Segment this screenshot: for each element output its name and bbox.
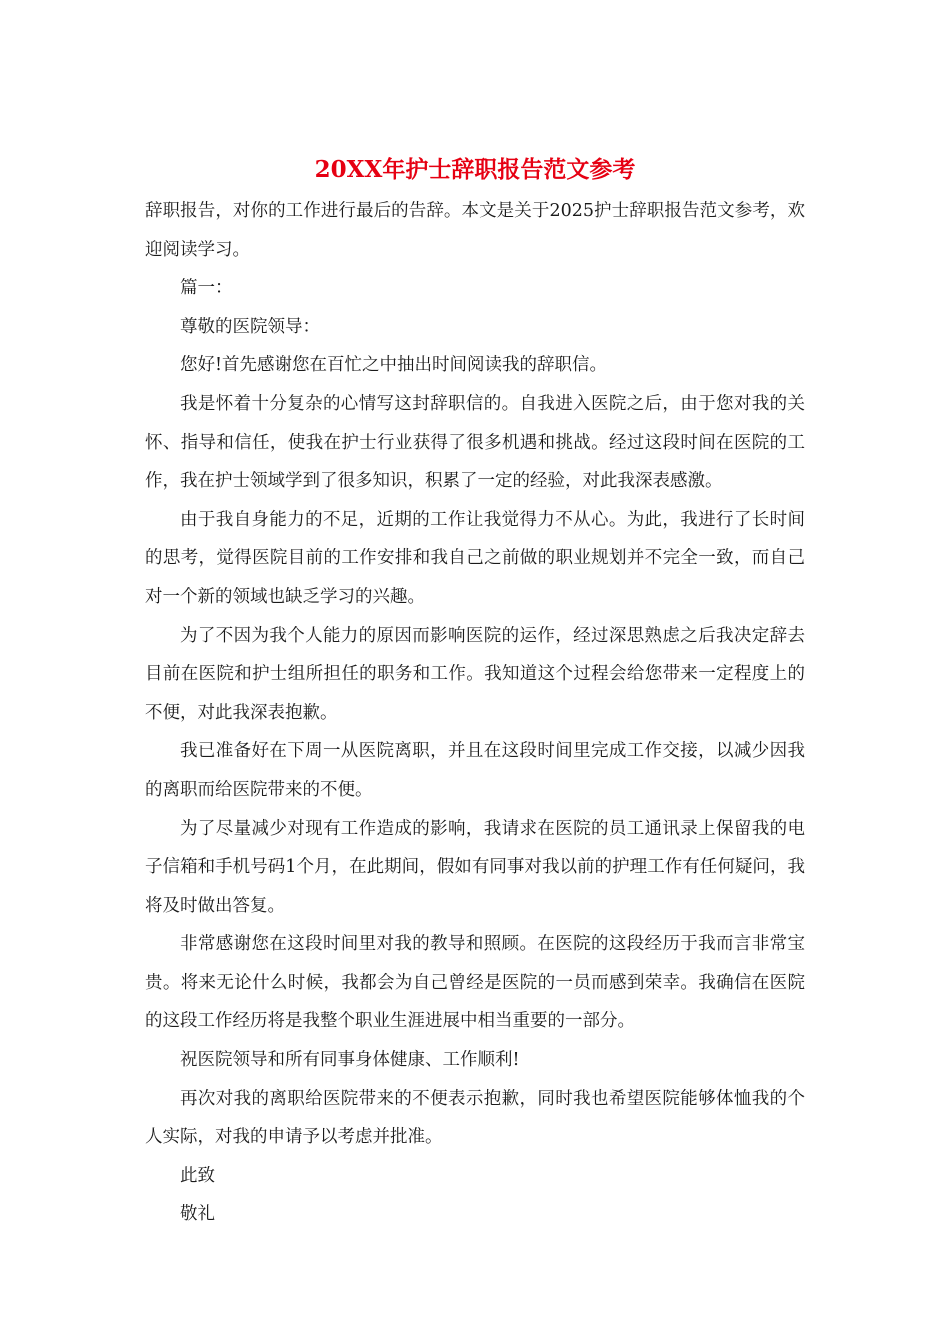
body-paragraph: 为了尽量减少对现有工作造成的影响，我请求在医院的员工通讯录上保留我的电子信箱和手机号码1个月，在此期间，假如有同事对我以前的护理工作有任何疑问，我将及时做出答复。 [145,818,805,916]
wishes-paragraph: 祝医院领导和所有同事身体健康、工作顺利! [180,1050,520,1071]
body-paragraph: 再次对我的离职给医院带来的不便表示抱歉，同时我也希望医院能够体恤我的个人实际，对我的申请予以考虑并批准。 [145,1088,805,1148]
intro-paragraph: 辞职报告，对你的工作进行最后的告辞。本文是关于2025护士辞职报告范文参考，欢迎阅读学习。 [145,201,805,260]
body-paragraph: 由于我自身能力的不足，近期的工作让我觉得力不从心。为此，我进行了长时间的思考，觉得医院目前的工作安排和我自己之前做的职业规划并不完全一致，而自己对一个新的领域也缺乏学习的兴趣。 [145,509,805,607]
closing-line: 此致 [180,1165,215,1186]
greeting-paragraph: 您好!首先感谢您在百忙之中抽出时间阅读我的辞职信。 [180,355,608,376]
document-body [145,192,805,1234]
body-paragraph: 为了不因为我个人能力的原因而影响医院的运作，经过深思熟虑之后我决定辞去目前在医院和护士组所担任的职务和工作。我知道这个过程会给您带来一定程度上的不便，对此我深表抱歉。 [145,625,805,723]
closing-regards: 敬礼 [180,1204,215,1225]
body-paragraph: 非常感谢您在这段时间里对我的教导和照顾。在医院的这段经历于我而言非常宝贵。将来无论什么时候，我都会为自己曾经是医院的一员而感到荣幸。我确信在医院的这段工作经历将是我整个职业生涯进展中相当重要的一部分。 [145,934,805,1032]
document-title: 20XX年护士辞职报告范文参考 [314,156,636,183]
body-paragraph: 我已准备好在下周一从医院离职，并且在这段时间里完成工作交接，以减少因我的离职而给医院带来的不便。 [145,741,805,800]
section-heading: 篇一： [180,278,233,299]
salutation: 尊敬的医院领导： [180,316,320,337]
body-paragraph: 我是怀着十分复杂的心情写这封辞职信的。自我进入医院之后，由于您对我的关怀、指导和信任，使我在护士行业获得了很多机遇和挑战。经过这段时间在医院的工作，我在护士领域学到了很多知识，积累了一定的经验，对此我深表感激。 [145,393,805,492]
